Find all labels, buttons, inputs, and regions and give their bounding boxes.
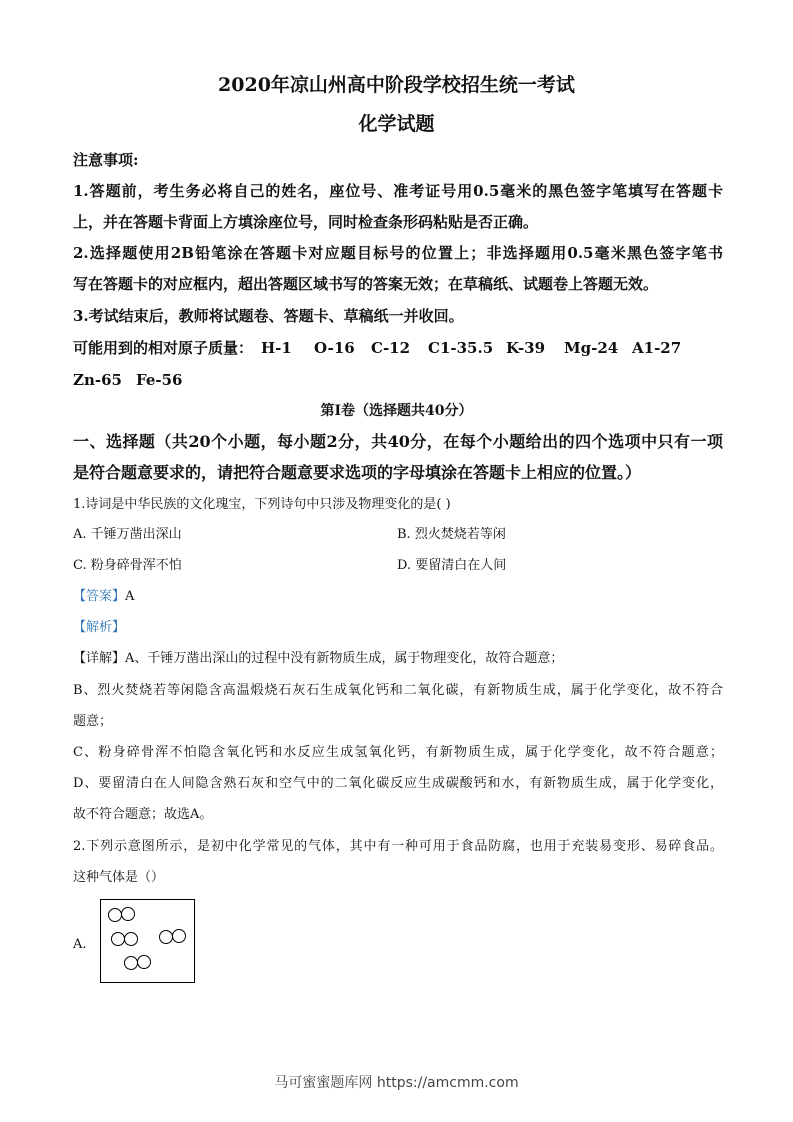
- question-2-stem-line-2: 这种气体是（）: [73, 870, 165, 885]
- molecule-diagram: [100, 899, 195, 983]
- page-title: 2020年凉山州高中阶段学校招生统一考试: [218, 74, 575, 96]
- answer-tag: 【答案】: [73, 589, 126, 604]
- detail-a-line: [73, 650, 563, 668]
- footer-watermark: 马可蜜蜜题库网 https://amcmm.com: [274, 1075, 519, 1091]
- detail-c: C、粉身碎骨浑不怕隐含氧化钙和水反应生成氢氧化钙，有新物质生成，属于化学变化，故不符合题意；: [73, 745, 723, 760]
- detail-b-line-1: B、烈火焚烧若等闲隐含高温煅烧石灰石生成氧化钙和二氧化碳，有新物质生成，属于化学变化，故不符合: [73, 683, 723, 698]
- atomic-mass-line: [73, 338, 723, 360]
- detail-d-line-2: 故不符合题意；故选A。: [73, 807, 213, 822]
- question-2-stem-line-1: 2.下列示意图所示，是初中化学常见的气体，其中有一种可用于食品防腐，也用于充装易变形、易碎食品。: [73, 839, 723, 854]
- question-1-option-a: A. 千锤万凿出深山: [73, 527, 182, 542]
- detail-a: A、千锤万凿出深山的过程中没有新物质生成，属于物理变化，故符合题意；: [125, 651, 564, 666]
- atomic-mass-item: K-39: [506, 339, 546, 357]
- notice-item-2-line-1: 2.选择题使用2B铅笔涂在答题卡对应题目标号的位置上；非选择题用0.5毫米黑色签字笔书: [73, 244, 723, 262]
- atomic-mass-item: H-1: [261, 339, 292, 357]
- section-intro-line-1: 一、选择题（共20个小题，每小题2分，共40分，在每个小题给出的四个选项中只有一项: [73, 432, 723, 451]
- detail-b-line-2: 题意；: [73, 714, 113, 729]
- analysis-tag: 【解析】: [73, 620, 126, 635]
- atom-circle: [172, 929, 186, 943]
- question-1-stem: 1.诗词是中华民族的文化瑰宝，下列诗句中只涉及物理变化的是( ): [73, 497, 451, 512]
- atom-circle: [111, 932, 125, 946]
- notice-item-2-line-2: 写在答题卡的对应框内，超出答题区域书写的答案无效；在草稿纸、试题卷上答题无效。: [73, 275, 659, 293]
- atomic-mass-item: O-16: [314, 339, 355, 357]
- section-intro-line-2: 是符合题意要求的，请把符合题意要求选项的字母填涂在答题卡上相应的位置。）: [73, 463, 642, 482]
- page-subtitle: 化学试题: [358, 113, 435, 135]
- question-1-option-d: D. 要留清白在人间: [397, 558, 507, 573]
- atom-circle: [124, 932, 138, 946]
- atomic-mass-item: C1-35.5: [428, 339, 494, 357]
- atomic-mass-item: C-12: [371, 339, 411, 357]
- question-1-option-b: B. 烈火焚烧若等闲: [397, 527, 506, 542]
- atom-circle: [108, 908, 122, 922]
- notice-item-1-line-2: 上，并在答题卡背面上方填涂座位号，同时检查条形码粘贴是否正确。: [73, 213, 539, 231]
- question-1-option-c: C. 粉身碎骨浑不怕: [73, 558, 182, 573]
- atomic-mass-item: Zn-65: [73, 371, 122, 389]
- atom-circle: [159, 930, 173, 944]
- notice-item-3: 3.考试结束后，教师将试题卷、答题卡、草稿纸一并收回。: [73, 307, 464, 325]
- notice-heading: 注意事项:: [73, 151, 139, 169]
- section-heading: 第I卷（选择题共40分）: [320, 403, 473, 419]
- answer-line: [73, 588, 134, 606]
- question-2-option-a-label: A.: [73, 937, 87, 952]
- detail-d-line-1: D、要留清白在人间隐含熟石灰和空气中的二氧化碳反应生成碳酸钙和水，有新物质生成，属于化学变化，: [73, 776, 723, 791]
- atom-circle: [124, 956, 138, 970]
- atomic-mass-item: A1-27: [632, 339, 682, 357]
- atom-circle: [137, 955, 151, 969]
- atom-circle: [121, 907, 135, 921]
- detail-tag: 【详解】: [73, 651, 126, 666]
- atomic-mass-item: Mg-24: [564, 339, 619, 357]
- atomic-mass-item: Fe-56: [136, 371, 183, 389]
- atomic-mass-line-2: [73, 370, 273, 392]
- atomic-mass-label: 可能用到的相对原子质量：: [73, 339, 254, 357]
- notice-item-1-line-1: 1.答题前，考生务必将自己的姓名，座位号、准考证号用0.5毫米的黑色签字笔填写在答题卡: [73, 182, 723, 200]
- answer-value: A: [125, 589, 135, 604]
